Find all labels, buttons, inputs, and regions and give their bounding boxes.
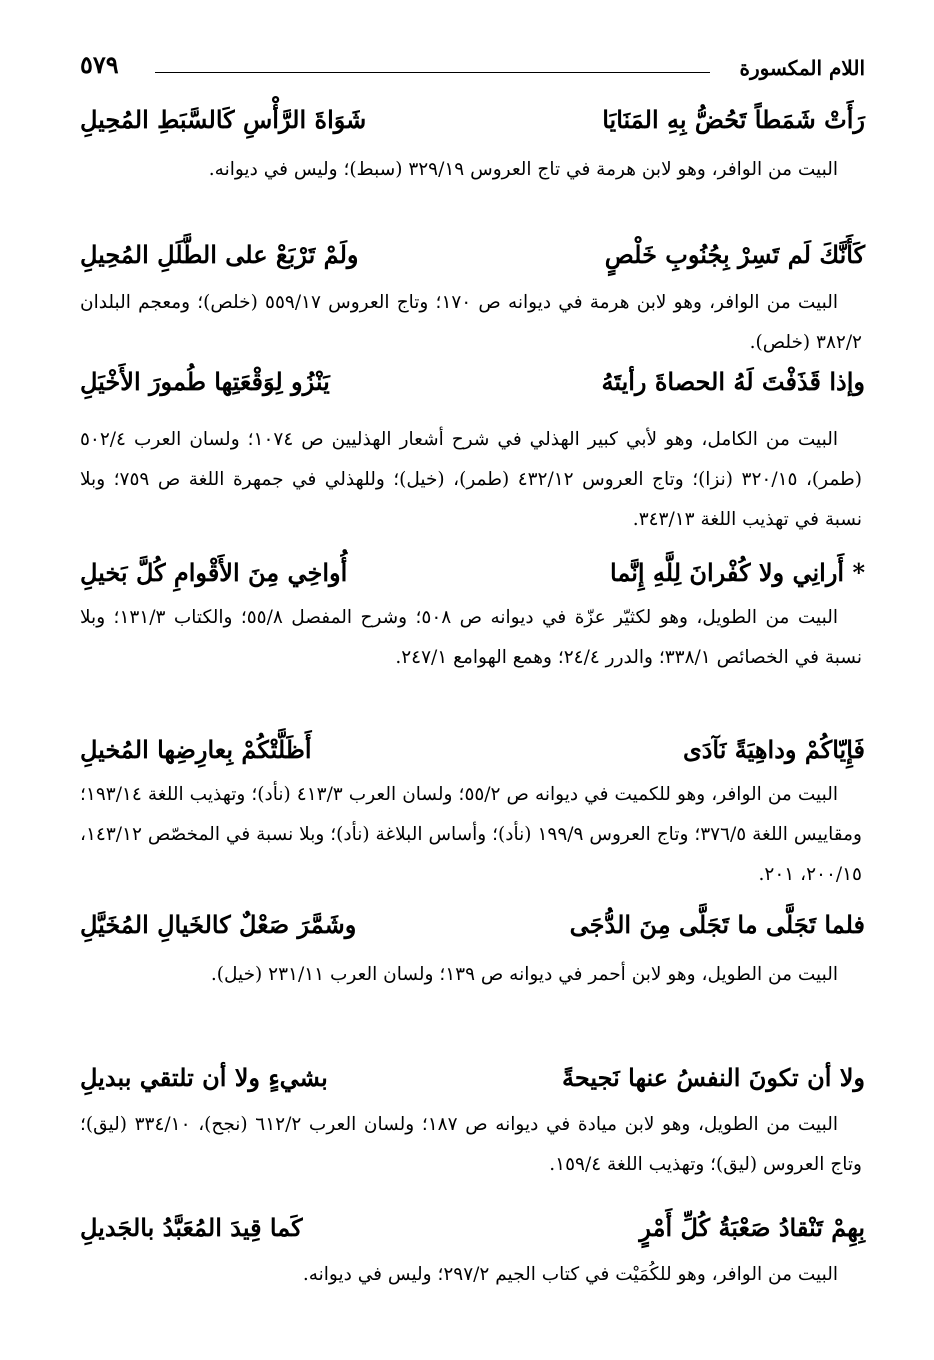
verse-3 xyxy=(80,367,865,413)
verse-8-first-hemistich: بِهِمْ تَنْقادُ صَعْبَةُ كُلِّ أَمْرٍ xyxy=(639,1213,865,1242)
commentary-6: البيت من الطويل، وهو لابن أحمر في ديوانه ص ١٣٩؛ ولسان العرب ٢٣١/١١ (خيل). xyxy=(210,964,838,985)
commentary-3: البيت من الكامل، وهو لأبي كبير الهذلي في شرح أشعار الهذليين ص ١٠٧٤؛ ولسان العرب ٥٠٢/٤ (طمر)، ٣٢٠/١٥ (نزا)؛ وتاج العروس ٤٣٢/١٢ (طمر)، (خيل)؛ وللهذلي في جمهرة اللغة ص ٧٥٩؛ وبلا نسبة في تهذيب اللغة ٣٤٣/١٣. xyxy=(80,429,862,530)
commentary-5: البيت من الوافر، وهو للكميت في ديوانه ص ٥٥/٢؛ ولسان العرب ٤١٣/٣ (نأد)؛ وتهذيب اللغة ١٩٣/١٤؛ ومقاييس اللغة ٣٧٦/٥؛ وتاج العروس ١٩٩/٩ (نأد)؛ وأساس البلاغة (نأد)؛ وبلا نسبة في المخصّص ١٤٣/١٢، ٢٠٠/١٥، ٢٠١. xyxy=(80,784,862,885)
verse-6-second-hemistich: وشَمَّرَ صَعْلٌ كالخَيالِ المُخَيَّلِ xyxy=(80,910,357,939)
verse-1 xyxy=(80,105,865,151)
verse-4-first-hemistich: * أَرانِي ولا كُفْرانَ لِلَّهِ إِنَّما xyxy=(610,558,865,587)
verse-7-first-hemistich: ولا أن تكونَ النفسُ عنها نَجيحةً xyxy=(562,1063,865,1092)
header-rule xyxy=(155,72,710,73)
verse-8 xyxy=(80,1213,865,1259)
verse-3-first-hemistich: وإذا قَذَفْتَ لَهُ الحصاةَ رأيتَهُ xyxy=(601,367,865,396)
verse-8-second-hemistich: كَما قِيدَ المُعَبَّدُ بالجَديلِ xyxy=(80,1213,303,1242)
page-number: ٥٧٩ xyxy=(80,50,119,79)
commentary-7: البيت من الطويل، وهو لابن ميادة في ديوانه ص ١٨٧؛ ولسان العرب ٦١٢/٢ (نجح)، ٣٣٤/١٠ (ليق)؛ وتاج العروس (ليق)؛ وتهذيب اللغة ١٥٩/٤. xyxy=(80,1114,862,1175)
commentary-1: البيت من الوافر، وهو لابن هرمة في تاج العروس ٣٢٩/١٩ (سبط)؛ وليس في ديوانه. xyxy=(208,159,838,180)
commentary-2: البيت من الوافر، وهو لابن هرمة في ديوانه ص ١٧٠؛ وتاج العروس ٥٥٩/١٧ (خلص)؛ ومعجم البلدان ٣٨٢/٢ (خلص). xyxy=(80,292,862,353)
verse-2-second-hemistich: ولَمْ تَرْبَعْ على الطَّلَلِ المُحِيلِ xyxy=(80,240,359,269)
verse-6 xyxy=(80,910,865,956)
page-header xyxy=(80,50,865,90)
verse-7 xyxy=(80,1063,865,1109)
verse-1-first-hemistich: رَأَتْ شَمَطاً تَحُضُّ بِهِ المَنَايَا xyxy=(602,105,865,134)
running-title: اللام المكسورة xyxy=(739,56,865,80)
verse-7-second-hemistich: بشيءٍ ولا أن تلتقي ببديلِ xyxy=(80,1063,328,1092)
verse-2 xyxy=(80,240,865,286)
verse-1-second-hemistich: شَوَاةَ الرَّأْسِ كَالسَّبَطِ المُحِيلِ xyxy=(80,105,367,134)
verse-3-second-hemistich: يَنْزُو لِوَقْعَتِها طُمورَ الأَخْيَلِ xyxy=(80,367,330,396)
verse-5-first-hemistich: فَإِيّاكُمْ وداهِيَةً نَآدَى xyxy=(682,735,865,764)
commentary-8: البيت من الوافر، وهو للكُمَيْت في كتاب الجيم ٢٩٧/٢؛ وليس في ديوانه. xyxy=(302,1264,838,1285)
verse-4-second-hemistich: أُواخِي مِنَ الأَقْوامِ كُلَّ بَخيلِ xyxy=(80,558,348,587)
verse-5-second-hemistich: أَظَلَّتْكُمْ بِعارِضِها المُخيلِ xyxy=(80,735,312,764)
verse-6-first-hemistich: فلما تَجَلَّى ما تَجَلَّى مِنَ الدُّجَى xyxy=(569,910,865,939)
commentary-4: البيت من الطويل، وهو لكثيّر عزّة في ديوانه ص ٥٠٨؛ وشرح المفصل ٥٥/٨؛ والكتاب ١٣١/٣؛ وبلا نسبة في الخصائص ٣٣٨/١؛ والدرر ٢٤/٤؛ وهمع الهوامع ٢٤٧/١. xyxy=(80,607,862,668)
verse-2-first-hemistich: كَأَنَّكَ لَم تَسِرْ بِجُنُوبِ خَلْصٍ xyxy=(604,240,865,269)
